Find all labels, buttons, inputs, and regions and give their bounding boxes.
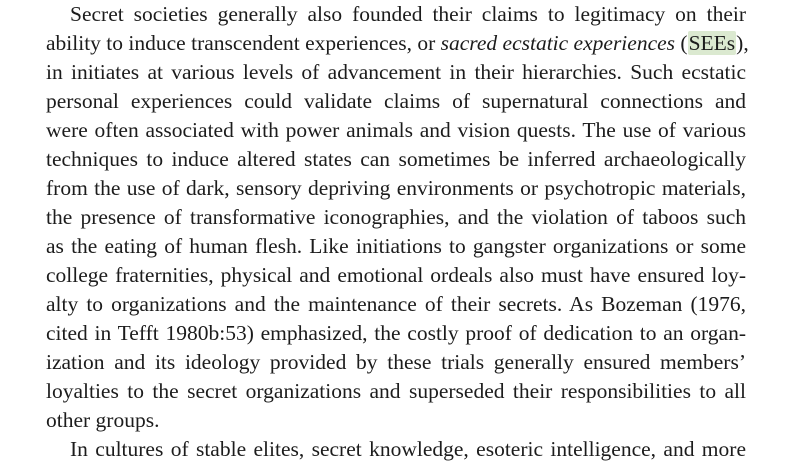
text-line: Secret societies generally also founded their claims to legitimacy on their	[70, 2, 746, 26]
text-line: personal experiences could validate claims of supernatural connections and	[46, 89, 746, 113]
body-paragraph	[46, 0, 749, 464]
text-line: the presence of transformative iconographies, and the violation of taboos such	[46, 205, 746, 229]
highlighted-acronym[interactable]: SEEs	[688, 31, 736, 55]
acronym-open: (	[680, 31, 688, 55]
text-line: ization and its ideology provided by these trials generally ensured members’	[46, 350, 746, 374]
document-page	[46, 0, 749, 461]
next-paragraph-line: In cultures of stable elites, secret knowledge, esoteric intelligence, and more	[70, 437, 746, 461]
text-line	[46, 29, 749, 58]
text-line: as the eating of human flesh. Like initiations to gangster organizations or some	[46, 234, 746, 258]
text-line: in initiates at various levels of advancement in their hierarchies. Such ecstatic	[46, 60, 746, 84]
acronym-close: ),	[736, 31, 749, 55]
text-line: from the use of dark, sensory depriving environments or psychotropic materials,	[46, 176, 746, 200]
text-line: other groups.	[46, 408, 160, 432]
text-line: techniques to induce altered states can sometimes be inferred archaeologically	[46, 147, 746, 171]
text-line: college fraternities, physical and emotional ordeals also must have ensured loy-	[46, 263, 746, 287]
italic-term: sacred ecstatic experiences	[440, 31, 676, 55]
text-line: cited in Tefft 1980b:53) emphasized, the costly proof of dedication to an organ-	[46, 321, 746, 345]
text-segment: ability to induce transcendent experiences, or	[46, 31, 436, 55]
text-line: loyalties to the secret organizations and superseded their responsibilities to all	[46, 379, 746, 403]
text-line: alty to organizations and the maintenance of their secrets. As Bozeman (1976,	[46, 292, 746, 316]
text-line: were often associated with power animals and vision quests. The use of various	[46, 118, 746, 142]
